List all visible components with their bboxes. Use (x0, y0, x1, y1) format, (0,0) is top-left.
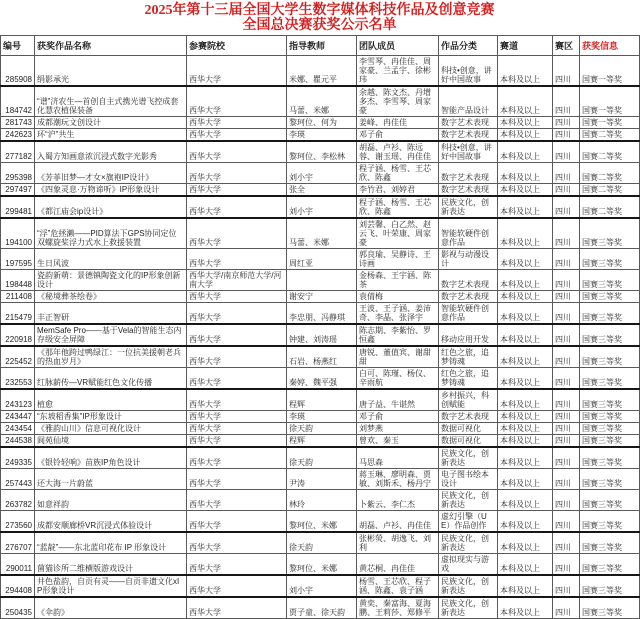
cell-zone: 四川 (553, 196, 580, 218)
cell-award: 国赛三等奖 (580, 532, 640, 554)
cell-team: 马思森 (357, 447, 439, 469)
cell-team: 王波、王子涵、姜沛奇、李晶、张泽宇 (357, 303, 439, 325)
cell-category: 数据可视化 (439, 435, 498, 448)
cell-advisor: 李忠朋、冯静琪 (287, 303, 357, 325)
cell-zone: 四川 (553, 469, 580, 490)
table-row (1, 411, 640, 423)
cell-category: 数字艺术表现 (439, 129, 498, 142)
table-row (1, 196, 640, 218)
column-header-advisor: 指导教师 (287, 36, 357, 56)
table-row (1, 218, 640, 249)
cell-school: 西华大学 (187, 291, 287, 303)
cell-category: 影视与动漫设计 (439, 249, 498, 270)
table-row (1, 447, 640, 469)
cell-zone: 四川 (553, 117, 580, 129)
cell-track: 本科及以上 (498, 129, 553, 142)
cell-track: 本科及以上 (498, 141, 553, 163)
cell-name: 《芳菲旧梦—才女×旗袍IP设计》 (35, 163, 187, 184)
cell-award: 国赛三等奖 (580, 218, 640, 249)
cell-name: 成都潮玩文创设计 (35, 117, 187, 129)
cell-category: 智能软硬件创意作品 (439, 218, 498, 249)
cell-award: 国赛三等奖 (580, 346, 640, 368)
cell-name: 《都江庙会ip设计》 (35, 196, 187, 218)
table-row (1, 291, 640, 303)
column-header-track: 赛道 (498, 36, 553, 56)
column-header-team: 团队成员 (357, 36, 439, 56)
cell-school: 西华大学 (187, 303, 287, 325)
cell-team: 胡磊、卢衫、冉佳佳 (357, 511, 439, 533)
cell-zone: 四川 (553, 389, 580, 411)
cell-team: 曾欢、秦玉 (357, 435, 439, 448)
table-row (1, 184, 640, 197)
table-row (1, 554, 640, 576)
cell-track: 本科及以上 (498, 597, 553, 619)
cell-award: 国赛三等奖 (580, 575, 640, 597)
cell-award: 国赛三等奖 (580, 324, 640, 346)
cell-zone: 四川 (553, 447, 580, 469)
cell-zone: 四川 (553, 554, 580, 576)
cell-id: 263782 (1, 490, 35, 511)
table-row (1, 575, 640, 597)
cell-id: 276707 (1, 532, 35, 554)
cell-name: 《秘境彝茶绘卷》 (35, 291, 187, 303)
cell-track: 本科及以上 (498, 324, 553, 346)
cell-name: 红脉薪传—VR赋能红色文化传播 (35, 368, 187, 390)
cell-advisor: 徐天韵 (287, 447, 357, 469)
cell-school: 西华大学 (187, 184, 287, 197)
page-title-line1: 2025年第十三届全国大学生数字媒体科技作品及创意竞赛 (144, 3, 495, 18)
cell-zone: 四川 (553, 368, 580, 390)
cell-id: 297497 (1, 184, 35, 197)
cell-track: 本科及以上 (498, 554, 553, 576)
cell-award: 国赛三等奖 (580, 447, 640, 469)
cell-id: 243454 (1, 423, 35, 435)
cell-advisor: 程辉 (287, 435, 357, 448)
cell-award: 国赛三等奖 (580, 469, 640, 490)
cell-category: 数据可视化 (439, 423, 498, 435)
table-row (1, 346, 640, 368)
column-header-name: 获奖作品名称 (35, 36, 187, 56)
cell-advisor: 黎珂位、李松林 (287, 141, 357, 163)
cell-school: 西华大学 (187, 597, 287, 619)
cell-school: 西华大学 (187, 411, 287, 423)
awards-table (0, 35, 640, 619)
cell-team: 刘梦燕 (357, 423, 439, 435)
cell-id: 184742 (1, 86, 35, 117)
cell-name: 入蜀方知画意浓沉浸式数字光影秀 (35, 141, 187, 163)
cell-name: 生日风波 (35, 249, 187, 270)
cell-id: 211408 (1, 291, 35, 303)
cell-advisor: 贾子童、徐天韵 (287, 597, 357, 619)
cell-zone: 四川 (553, 249, 580, 270)
column-header-award: 获奖信息 (580, 36, 640, 56)
cell-category: 科技•创意，讲好中国故事 (439, 141, 498, 163)
cell-zone: 四川 (553, 511, 580, 533)
cell-team: 金杨森、王宇涵、陈茶 (357, 270, 439, 291)
cell-advisor: 林玲 (287, 490, 357, 511)
cell-name: 《那年他跨过鸭绿江：一位抗美援朝老兵的热血岁月》 (35, 346, 187, 368)
cell-team: 袁倩梅 (357, 291, 439, 303)
column-header-category: 作品分类 (439, 36, 498, 56)
cell-advisor: 石岩、杨燕红 (287, 346, 357, 368)
table-row (1, 303, 640, 325)
cell-school: 西华大学 (187, 324, 287, 346)
cell-zone: 四川 (553, 575, 580, 597)
cell-id: 242623 (1, 129, 35, 142)
cell-zone: 四川 (553, 141, 580, 163)
cell-name: 丰正智研 (35, 303, 187, 325)
cell-track: 本科及以上 (498, 389, 553, 411)
table-row (1, 163, 640, 184)
cell-zone: 四川 (553, 532, 580, 554)
cell-advisor: 刘小宇 (287, 196, 357, 218)
table-row (1, 532, 640, 554)
table-row (1, 469, 640, 490)
cell-school: 西华大学 (187, 218, 287, 249)
cell-category: 民族文化，创新表达 (439, 575, 498, 597)
cell-name: 《伞韵》 (35, 597, 187, 619)
cell-team: 郭良瑜、吴静诗、王诗画 (357, 249, 439, 270)
cell-advisor (287, 270, 357, 291)
cell-zone: 四川 (553, 435, 580, 448)
cell-team: 张彬熒、胡逸飞、刘利 (357, 532, 439, 554)
cell-track: 本科及以上 (498, 575, 553, 597)
cell-zone: 四川 (553, 324, 580, 346)
cell-category: 数字艺术表现 (439, 411, 498, 423)
cell-zone: 四川 (553, 423, 580, 435)
cell-name: 成都安顺廊桥VR沉浸式体验设计 (35, 511, 187, 533)
cell-category: 乡村振兴，科创赋能 (439, 389, 498, 411)
cell-id: 295398 (1, 163, 35, 184)
cell-award: 国赛一等奖 (580, 56, 640, 87)
cell-category: 电子图书绘本设计 (439, 469, 498, 490)
cell-id: 285908 (1, 56, 35, 87)
column-header-zone: 赛区 (553, 36, 580, 56)
cell-school: 西华大学 (187, 511, 287, 533)
table-row (1, 511, 640, 533)
cell-advisor: 徐天韵 (287, 532, 357, 554)
cell-advisor: 马蕾、米娜 (287, 218, 357, 249)
cell-award: 国赛三等奖 (580, 249, 640, 270)
cell-name: 植愈 (35, 389, 187, 411)
table-row (1, 389, 640, 411)
cell-advisor: 周红亚 (287, 249, 357, 270)
cell-track: 本科及以上 (498, 196, 553, 218)
cell-category: 数字艺术表现 (439, 291, 498, 303)
cell-school: 西华大学 (187, 532, 287, 554)
cell-advisor: 尹涛 (287, 469, 357, 490)
cell-name: 《银铃轻响》苗族IP角色设计 (35, 447, 187, 469)
cell-category: 民族文化，创新表达 (439, 532, 498, 554)
cell-zone: 四川 (553, 597, 580, 619)
cell-id: 250435 (1, 597, 35, 619)
table-row (1, 249, 640, 270)
cell-award: 国赛一等奖 (580, 86, 640, 117)
cell-team: 程子涵、杨雪、王芯欣、陈鑫 (357, 163, 439, 184)
cell-track: 本科及以上 (498, 270, 553, 291)
page-title-line2: 全国总决赛获奖公示名单 (242, 18, 397, 33)
cell-zone: 四川 (553, 218, 580, 249)
cell-team: 李竹君、刘婷君 (357, 184, 439, 197)
table-row (1, 86, 640, 117)
column-header-id: 编号 (1, 36, 35, 56)
cell-track: 本科及以上 (498, 218, 553, 249)
cell-advisor: 刘小宇 (287, 575, 357, 597)
cell-track: 本科及以上 (498, 532, 553, 554)
cell-id: 273560 (1, 511, 35, 533)
cell-school: 西华大学 (187, 86, 287, 117)
cell-award: 国赛二等奖 (580, 141, 640, 163)
cell-team: 陈志期、李紫怡、罗恒鑫 (357, 324, 439, 346)
cell-zone: 四川 (553, 303, 580, 325)
cell-advisor: 程辉 (287, 389, 357, 411)
cell-team: 刘芸馨、白乙然、赵云飞、叶荣康、周家豪 (357, 218, 439, 249)
cell-track: 本科及以上 (498, 291, 553, 303)
cell-school: 西华大学 (187, 249, 287, 270)
cell-track: 本科及以上 (498, 163, 553, 184)
cell-team: 黄奕、秦富海、夏海鹏、王莉莎、郑修平 (357, 597, 439, 619)
cell-award: 国赛二等奖 (580, 196, 640, 218)
table-row (1, 597, 640, 619)
cell-zone: 四川 (553, 184, 580, 197)
cell-award: 国赛三等奖 (580, 270, 640, 291)
cell-team: 姜峰、冉佳佳 (357, 117, 439, 129)
cell-advisor: 谢安宁 (287, 291, 357, 303)
cell-id: 225452 (1, 346, 35, 368)
cell-id: 294408 (1, 575, 35, 597)
cell-category: 智能软硬件创意作品 (439, 303, 498, 325)
table-row (1, 368, 640, 390)
cell-team: 白可、陈瑾、杨仪、辛雨航 (357, 368, 439, 390)
cell-school: 西华大学 (187, 117, 287, 129)
cell-award: 国赛三等奖 (580, 368, 640, 390)
cell-team: 胡磊、卢衫、陈远蓉、谢玉瑶、冉佳佳 (357, 141, 439, 163)
cell-school: 西华大学/南京师范大学/河南大学 (187, 270, 287, 291)
cell-id: 220918 (1, 324, 35, 346)
cell-category: 数字艺术表现 (439, 270, 498, 291)
cell-advisor: 钟建、刘涛瑶 (287, 324, 357, 346)
cell-name: 环“沪”共生 (35, 129, 187, 142)
cell-advisor: 黎珂位、米娜 (287, 511, 357, 533)
cell-category: 民族文化，创新表达 (439, 196, 498, 218)
cell-id: 243447 (1, 411, 35, 423)
cell-team: 唐子益、牛谌然 (357, 389, 439, 411)
table-row (1, 490, 640, 511)
cell-track: 本科及以上 (498, 447, 553, 469)
cell-advisor: 秦婷、魏平强 (287, 368, 357, 390)
cell-zone: 四川 (553, 270, 580, 291)
cell-name: 如意祥韵 (35, 490, 187, 511)
cell-school: 西华大学 (187, 163, 287, 184)
cell-zone: 四川 (553, 129, 580, 142)
cell-advisor: 米娜、瞿元平 (287, 56, 357, 87)
cell-school: 西华大学 (187, 56, 287, 87)
cell-name: 菌猫诊所二维横版游戏设计 (35, 554, 187, 576)
cell-id: 197595 (1, 249, 35, 270)
cell-zone: 四川 (553, 291, 580, 303)
cell-track: 本科及以上 (498, 117, 553, 129)
cell-award: 国赛三等奖 (580, 511, 640, 533)
cell-category: 红色之旅，追梦铸魂 (439, 368, 498, 390)
cell-id: 257443 (1, 469, 35, 490)
cell-category: 数字艺术表现 (439, 163, 498, 184)
cell-award: 国赛二等奖 (580, 184, 640, 197)
cell-award: 国赛三等奖 (580, 554, 640, 576)
cell-track: 本科及以上 (498, 249, 553, 270)
cell-school: 西华大学 (187, 575, 287, 597)
cell-category: 数字艺术表现 (439, 117, 498, 129)
cell-team: 李雪琴、冉佳佳、周家豪、兰孟宇、徐彬玮 (357, 56, 439, 87)
cell-id: 299481 (1, 196, 35, 218)
cell-name: “东坡稻香集”IP形象设计 (35, 411, 187, 423)
cell-category: 移动应用开发 (439, 324, 498, 346)
cell-track: 本科及以上 (498, 511, 553, 533)
cell-id: 277182 (1, 141, 35, 163)
cell-school: 西华大学 (187, 129, 287, 142)
cell-award: 国赛二等奖 (580, 163, 640, 184)
cell-id: 290011 (1, 554, 35, 576)
cell-team: 黄芯桐、冉佳佳 (357, 554, 439, 576)
cell-team: 唐锐、董值宾、谢甜甜 (357, 346, 439, 368)
cell-id: 243123 (1, 389, 35, 411)
cell-award: 国赛三等奖 (580, 597, 640, 619)
cell-school: 西华大学 (187, 389, 287, 411)
cell-team: 蒋玉琳、廖明森、贾敏、刘斯禾、杨丹宁 (357, 469, 439, 490)
cell-zone: 四川 (553, 346, 580, 368)
cell-team: 邓子俞 (357, 129, 439, 142)
table-row (1, 129, 640, 142)
cell-category: 科技•创意，讲好中国故事 (439, 56, 498, 87)
cell-zone: 四川 (553, 490, 580, 511)
cell-advisor: 张全 (287, 184, 357, 197)
cell-school: 西华大学 (187, 196, 287, 218)
table-row (1, 423, 640, 435)
cell-school: 西华大学 (187, 435, 287, 448)
cell-category: 虚幻引擎（UE）作品创作 (439, 511, 498, 533)
cell-team: 卜紫云、李仁杰 (357, 490, 439, 511)
cell-advisor: 李瑛 (287, 129, 357, 142)
cell-category: 民族文化，创新表达 (439, 490, 498, 511)
cell-zone: 四川 (553, 163, 580, 184)
cell-track: 本科及以上 (498, 346, 553, 368)
cell-track: 本科及以上 (498, 368, 553, 390)
cell-award: 国赛三等奖 (580, 303, 640, 325)
cell-name: 井色盐韵，自贡有灵——自贡非遗文化xIP形象设计 (35, 575, 187, 597)
cell-award: 国赛三等奖 (580, 389, 640, 411)
cell-name: 《雅韵山川》信息可视化设计 (35, 423, 187, 435)
cell-team: 邓子俞 (357, 411, 439, 423)
cell-id: 232553 (1, 368, 35, 390)
cell-team: 杨雪、王芯欣、程子涵、陈鑫、袁子涵 (357, 575, 439, 597)
cell-name: “蓝靛”——东北蓝印花布 IP 形象设计 (35, 532, 187, 554)
cell-category: 红色之旅，追梦铸魂 (439, 346, 498, 368)
table-row (1, 117, 640, 129)
cell-category: 虚拟现实与游戏 (439, 554, 498, 576)
cell-school: 西华大学 (187, 554, 287, 576)
cell-name: 绢影承光 (35, 56, 187, 87)
cell-advisor: 黎珂位、何为 (287, 117, 357, 129)
table-row (1, 435, 640, 448)
cell-id: 194100 (1, 218, 35, 249)
cell-name: “浮”危拯濑——PID算法下GPS协同定位双螺旋桨浮力式水上救援装置 (35, 218, 187, 249)
cell-track: 本科及以上 (498, 490, 553, 511)
cell-school: 西华大学 (187, 368, 287, 390)
table-row (1, 270, 640, 291)
cell-id: 249335 (1, 447, 35, 469)
cell-zone: 四川 (553, 56, 580, 87)
cell-track: 本科及以上 (498, 184, 553, 197)
column-header-school: 参赛院校 (187, 36, 287, 56)
cell-name: “谱”济农生—首创自主式携光谱飞控成套化慧农植保装备 (35, 86, 187, 117)
cell-track: 本科及以上 (498, 411, 553, 423)
cell-category: 民族文化，创新表达 (439, 597, 498, 619)
cell-school: 西华大学 (187, 423, 287, 435)
cell-school: 西华大学 (187, 346, 287, 368)
cell-id: 198448 (1, 270, 35, 291)
cell-track: 本科及以上 (498, 423, 553, 435)
table-row (1, 141, 640, 163)
cell-award: 国赛三等奖 (580, 490, 640, 511)
cell-advisor: 黎珂位、米娜 (287, 554, 357, 576)
cell-track: 本科及以上 (498, 56, 553, 87)
cell-id: 244538 (1, 435, 35, 448)
cell-advisor: 徐天韵 (287, 423, 357, 435)
cell-award: 国赛一等奖 (580, 117, 640, 129)
cell-advisor: 刘小宇 (287, 163, 357, 184)
cell-zone: 四川 (553, 86, 580, 117)
cell-award: 国赛二等奖 (580, 129, 640, 142)
page-title (0, 0, 639, 33)
cell-track: 本科及以上 (498, 86, 553, 117)
cell-zone: 四川 (553, 411, 580, 423)
cell-track: 本科及以上 (498, 469, 553, 490)
cell-name: MemSafe Pro——基于Vela的智能生态内存级安全屏障 (35, 324, 187, 346)
cell-track: 本科及以上 (498, 303, 553, 325)
table-row (1, 324, 640, 346)
table-row (1, 56, 640, 87)
cell-advisor: 马蕾、米娜 (287, 86, 357, 117)
cell-id: 215479 (1, 303, 35, 325)
cell-school: 西华大学 (187, 141, 287, 163)
cell-school: 西华大学 (187, 447, 287, 469)
cell-advisor: 李瑛 (287, 411, 357, 423)
cell-name: 《四象灵息·万物谛听》IP形象设计 (35, 184, 187, 197)
cell-id: 281743 (1, 117, 35, 129)
cell-name: 阆苑仙境 (35, 435, 187, 448)
cell-category: 数字艺术表现 (439, 184, 498, 197)
cell-school: 西华大学 (187, 469, 287, 490)
cell-team: 余越、陈文杰、丹增多杰、李雪琴、周家豪 (357, 86, 439, 117)
cell-name: 瓷韵新萌：景德镇陶瓷文化的IP形象创新设计 (35, 270, 187, 291)
cell-school: 西华大学 (187, 490, 287, 511)
table-header-row (1, 36, 640, 56)
cell-award: 国赛三等奖 (580, 435, 640, 448)
cell-category: 民族文化，创新表达 (439, 447, 498, 469)
cell-award: 国赛三等奖 (580, 423, 640, 435)
cell-track: 本科及以上 (498, 435, 553, 448)
cell-award: 国赛三等奖 (580, 291, 640, 303)
cell-name: 还大海一片蔚蓝 (35, 469, 187, 490)
cell-category: 智能产品设计 (439, 86, 498, 117)
cell-award: 国赛三等奖 (580, 411, 640, 423)
cell-team: 程子涵、杨雪、王芯欣、陈鑫 (357, 196, 439, 218)
